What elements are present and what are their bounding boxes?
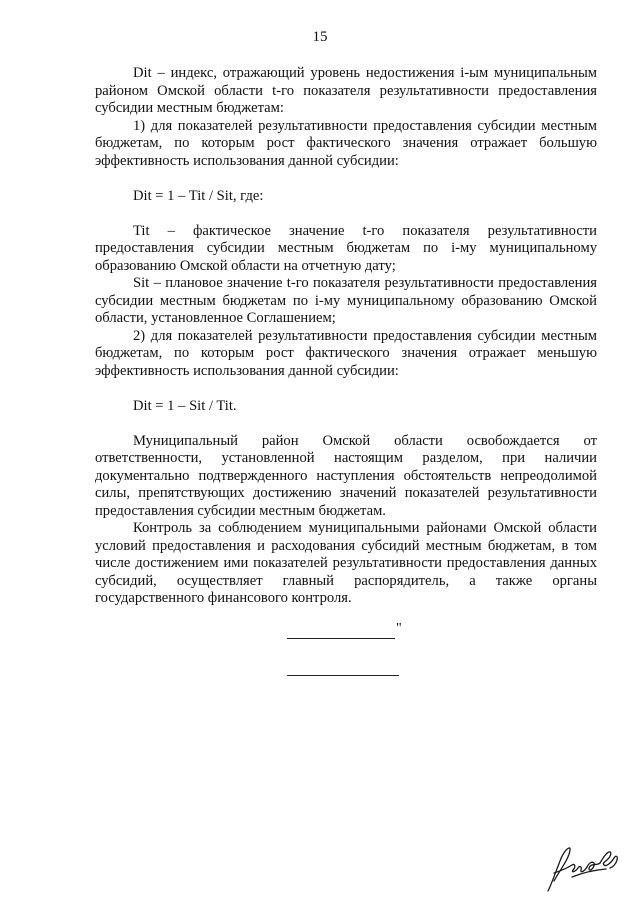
formula-2: Dit = 1 – Sit / Tit. (133, 398, 237, 414)
paragraph-tit-definition: Tit – фактическое значение t-го показателя результативности предоставления субсидии местным бюджетам по i-му муниципальному образованию Омской области на отчетную дату; (95, 222, 597, 274)
paragraph-dit-definition: Dit – индекс, отражающий уровень недостижения i-ым муниципальным районом Омской области t-го показателя результативности предоставления субсидии местным бюджетам: (95, 65, 597, 116)
signature-icon (542, 843, 622, 895)
paragraph-sit-definition: Sit – плановое значение t-го показателя результативности предоставления субсидии местным бюджетам по i-му муниципальному образованию Омской области, установленное Соглашением; (95, 275, 597, 326)
closing-rule (287, 638, 395, 639)
end-rule (287, 675, 399, 676)
paragraph-case-1: 1) для показателей результативности предоставления субсидии местным бюджетам, по которым рост фактического значения отражает большую эффективность использования данной субсидии: (95, 117, 597, 169)
closing-quote: " (396, 621, 402, 636)
paragraph-case-2: 2) для показателей результативности предоставления субсидии местным бюджетам, по которым рост фактического значения отражает меньшую эффективность использования данной субсидии: (95, 327, 597, 379)
signature-strokes (548, 848, 617, 891)
formula-1: Dit = 1 – Tit / Sit, где: (133, 188, 264, 204)
paragraph-force-majeure: Муниципальный район Омской области освобождается от ответственности, установленной настоящим разделом, при наличии документально подтвержденного наступления обстоятельств непреодолимой силы, препятствующих достижению значений показателей результативности предоставления субсидии местным бюджетам. (95, 432, 597, 519)
document-body (95, 65, 597, 608)
page-number: 15 (312, 29, 328, 45)
paragraph-control: Контроль за соблюдением муниципальными районами Омской области условий предоставления и расходования субсидий местным бюджетам, в том числе достижением ими показателей результативности предоставления данных субсидий, осуществляет главный распорядитель, а также органы государственного финансового контроля. (95, 520, 597, 606)
